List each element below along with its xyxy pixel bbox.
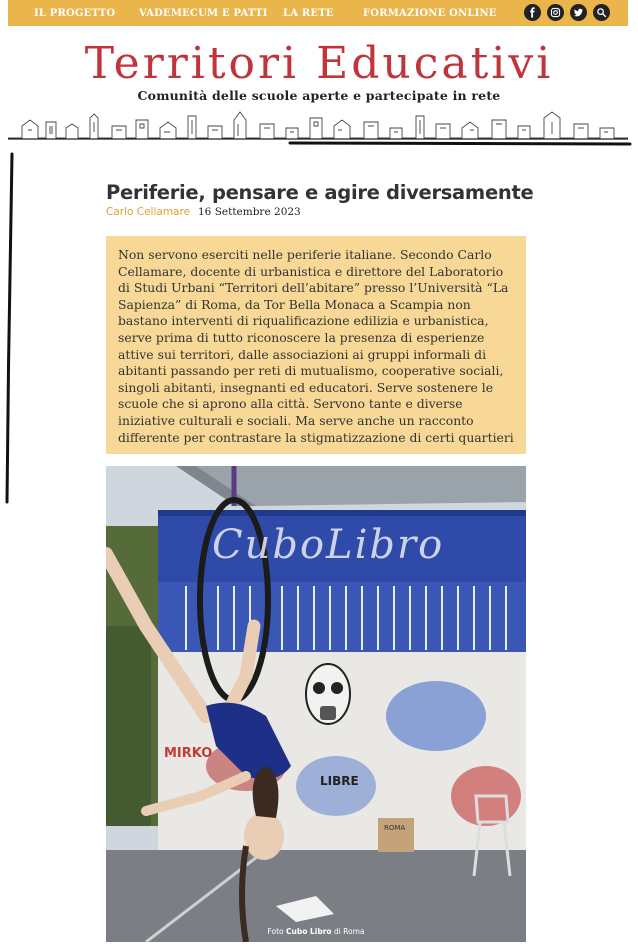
nav-formazione-online[interactable]: FORMAZIONE ONLINE bbox=[363, 8, 497, 19]
article-date: 16 Settembre 2023 bbox=[198, 206, 301, 218]
photo-caption bbox=[106, 927, 526, 936]
top-navigation-bar bbox=[8, 0, 628, 26]
site-tagline: Comunità delle scuole aperte e partecipate in rete bbox=[137, 88, 501, 103]
article-excerpt: Non servono eserciti nelle periferie italiane. Secondo Carlo Cellamare, docente di urbanistica e direttore del Laboratorio di Studi Urbani “Territori dell’abitare” presso l’Università “La Sapienza” di Roma, da Tor Bella Monaca a Scampia non bastano interventi di riqualificazione edilizia e urbanistica, serve prima di tutto riconoscere la presenza di esperienze attive sui territori, dalle associazioni ai gruppi informali di abitanti passando per reti di mutualismo, cooperative sociali, singoli abitanti, insegnanti ed educatori. Serve sostenere le scuole che si aprono alla città. Servono tante e diverse iniziative culturali e sociali. Ma serve anche un racconto differente per contrastare la stigmatizzazione di certi quartieri bbox=[106, 236, 526, 454]
graffiti-text-2: LIBRE bbox=[320, 774, 359, 788]
article-author-link[interactable]: Carlo Cellamare bbox=[106, 206, 191, 218]
city-skyline-illustration bbox=[8, 108, 628, 142]
box-label: ROMA bbox=[384, 824, 406, 832]
twitter-icon[interactable] bbox=[570, 4, 587, 21]
caption-name: Cubo Libro bbox=[286, 927, 332, 936]
site-logo-title[interactable]: Territori Educativi bbox=[84, 38, 554, 89]
wall-mural-text: CuboLibro bbox=[212, 522, 445, 568]
social-icons bbox=[524, 4, 610, 21]
caption-prefix: Foto bbox=[267, 927, 284, 936]
facebook-icon[interactable] bbox=[524, 4, 541, 21]
article-photo bbox=[106, 466, 526, 942]
article-title[interactable]: Periferie, pensare e agire diversamente bbox=[106, 181, 534, 204]
nav-il-progetto[interactable]: IL PROGETTO bbox=[34, 8, 116, 19]
graffiti-text-1: MIRKO bbox=[164, 746, 213, 761]
instagram-icon[interactable] bbox=[547, 4, 564, 21]
caption-suffix: di Roma bbox=[333, 927, 365, 936]
nav-la-rete[interactable]: LA RETE bbox=[283, 8, 334, 19]
nav-vademecum-e-patti[interactable]: VADEMECUM E PATTI bbox=[139, 8, 268, 19]
search-icon[interactable] bbox=[593, 4, 610, 21]
